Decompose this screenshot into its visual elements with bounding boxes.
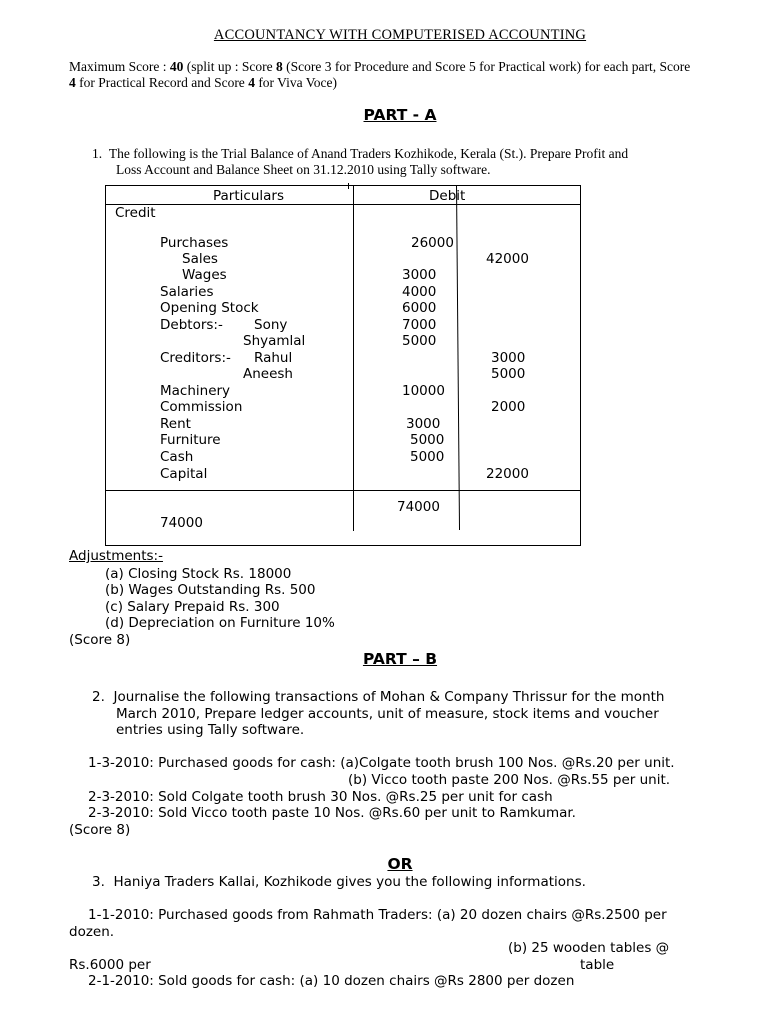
question-2-line-3: entries using Tally software.	[116, 722, 305, 738]
part-a-score: (Score 8)	[69, 632, 131, 648]
row-credit: 3000	[491, 350, 526, 366]
total-debit: 74000	[397, 499, 440, 515]
transaction-line: 2-3-2010: Sold Vicco tooth paste 10 Nos. @Rs.60 per unit to Ramkumar.	[88, 805, 576, 821]
info-line: 2-1-2010: Sold goods for cash: (a) 10 dozen chairs @Rs 2800 per dozen	[88, 973, 575, 989]
adjustment-item: (a) Closing Stock Rs. 18000	[105, 566, 292, 582]
row-label: Rent	[160, 416, 191, 432]
score-text: (Score 3 for Procedure and Score 5 for Practical work) for each part, Score	[282, 59, 691, 74]
question-3-line	[92, 874, 586, 890]
part-a-heading: PART - A	[363, 106, 437, 124]
question-number: 2.	[92, 689, 105, 705]
header-credit: Credit	[115, 205, 156, 221]
row-credit: 42000	[486, 251, 529, 267]
table-tick-mark	[348, 183, 349, 189]
row-sub-label: Shyamlal	[243, 333, 306, 349]
row-debit: 7000	[402, 317, 437, 333]
table-column-divider	[353, 185, 354, 531]
row-label: Cash	[160, 449, 194, 465]
transaction-line: 1-3-2010: Purchased goods for cash: (a)Colgate tooth brush 100 Nos. @Rs.20 per unit.	[88, 755, 675, 771]
info-line: dozen.	[69, 924, 115, 940]
row-debit: 6000	[402, 300, 437, 316]
question-text: The following is the Trial Balance of Anand Traders Kozhikode, Kerala (St.). Prepare Profit and	[108, 146, 629, 161]
row-label: Capital	[160, 466, 208, 482]
question-text: Journalise the following transactions of Mohan & Company Thrissur for the month	[113, 689, 665, 705]
row-label: Debtors:-	[160, 317, 223, 333]
question-1-line-2: Loss Account and Balance Sheet on 31.12.2010 using Tally software.	[116, 162, 491, 177]
score-bold: 8	[276, 59, 283, 74]
score-info-line-2	[69, 75, 337, 91]
score-bold: 4	[248, 75, 255, 90]
question-number: 3.	[92, 874, 105, 890]
row-label: Opening Stock	[160, 300, 259, 316]
row-debit: 5000	[402, 333, 437, 349]
score-text: for Practical Record and Score	[75, 75, 249, 90]
adjustment-item: (c) Salary Prepaid Rs. 300	[105, 599, 280, 615]
info-line: table	[580, 957, 615, 973]
adjustment-item: (d) Depreciation on Furniture 10%	[105, 615, 335, 631]
header-debit: Debit	[429, 188, 466, 204]
score-text: for Viva Voce)	[254, 75, 337, 90]
info-line: Rs.6000 per	[69, 957, 151, 973]
row-label: Commission	[160, 399, 243, 415]
row-sub-label: Aneesh	[243, 366, 293, 382]
row-label: Furniture	[160, 432, 221, 448]
question-2-line-2: March 2010, Prepare ledger accounts, unit of measure, stock items and voucher	[116, 706, 659, 722]
row-debit: 5000	[410, 449, 445, 465]
row-credit: 2000	[491, 399, 526, 415]
row-debit: 3000	[402, 267, 437, 283]
row-debit: 4000	[402, 284, 437, 300]
question-2-line-1	[92, 689, 664, 705]
score-bold: 4	[69, 75, 76, 90]
part-b-score: (Score 8)	[69, 822, 131, 838]
info-line: 1-1-2010: Purchased goods from Rahmath Traders: (a) 20 dozen chairs @Rs.2500 per	[88, 907, 667, 923]
row-debit: 5000	[410, 432, 445, 448]
row-debit: 10000	[402, 383, 445, 399]
transaction-line: (b) Vicco tooth paste 200 Nos. @Rs.55 per unit.	[348, 772, 671, 788]
question-number: 1.	[92, 146, 103, 161]
adjustments-heading: Adjustments:-	[69, 548, 163, 564]
row-credit: 22000	[486, 466, 529, 482]
question-text: Haniya Traders Kallai, Kozhikode gives you the following informations.	[113, 874, 586, 890]
or-heading: OR	[387, 855, 413, 873]
transaction-line: 2-3-2010: Sold Colgate tooth brush 30 Nos. @Rs.25 per unit for cash	[88, 789, 553, 805]
question-1-line-1	[92, 146, 628, 162]
row-label: Machinery	[160, 383, 231, 399]
row-label: Purchases	[160, 235, 229, 251]
row-credit: 5000	[491, 366, 526, 382]
score-info-line-1	[69, 59, 690, 75]
row-sub-label: Rahul	[254, 350, 293, 366]
total-credit: 74000	[160, 515, 203, 531]
row-label: Wages	[182, 267, 227, 283]
row-sub-label: Sony	[254, 317, 288, 333]
info-line: (b) 25 wooden tables @	[508, 940, 670, 956]
header-particulars: Particulars	[213, 188, 284, 204]
row-label: Salaries	[160, 284, 214, 300]
document-title: ACCOUNTANCY WITH COMPUTERISED ACCOUNTING	[213, 27, 587, 43]
table-total-divider	[105, 490, 581, 491]
row-label: Creditors:-	[160, 350, 231, 366]
adjustment-item: (b) Wages Outstanding Rs. 500	[105, 582, 316, 598]
score-text: Maximum Score :	[69, 59, 170, 74]
row-debit: 26000	[411, 235, 454, 251]
part-b-heading: PART – B	[362, 650, 438, 668]
score-text: (split up : Score	[183, 59, 276, 74]
row-debit: 3000	[406, 416, 441, 432]
table-header-divider	[105, 204, 581, 205]
row-label: Sales	[182, 251, 218, 267]
score-bold: 40	[169, 59, 184, 74]
